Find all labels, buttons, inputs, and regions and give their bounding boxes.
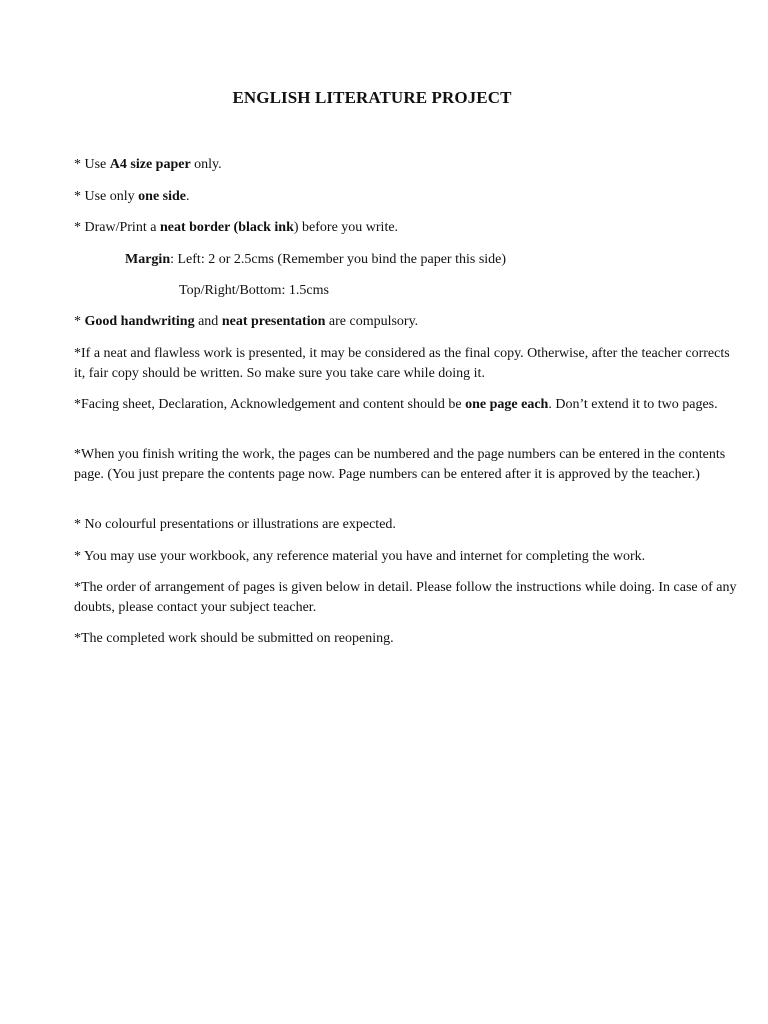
instruction-text: *When you finish writing the work, the pages can be numbered and the page numbers can be entered in the contents page. (You just prepare the contents page now. Page numbers can be entered after it is approved by the teacher.) (74, 447, 726, 482)
instruction-text: *If a neat and flawless work is presented, it may be considered as the final copy. Otherwise, after the teacher corrects it, fair copy should be written. So make sure you take care while doing it. (74, 346, 730, 381)
instruction-emphasis: Good handwriting (84, 314, 195, 329)
instruction-emphasis: neat presentation (221, 314, 326, 329)
instruction-submission (74, 629, 742, 649)
instruction-emphasis: neat border (black ink (159, 220, 294, 235)
instruction-emphasis: A4 size paper (109, 157, 191, 172)
instruction-emphasis: one page each (465, 397, 549, 412)
instruction-text: * You may use your workbook, any reference material you have and internet for completing the work. (74, 549, 646, 564)
instruction-text: ) before you write. (293, 220, 399, 235)
instruction-handwriting (74, 312, 742, 332)
instruction-text: *The order of arrangement of pages is given below in detail. Please follow the instructions while doing. In case of any doubts, please contact your subject teacher. (74, 580, 737, 615)
instruction-text: are compulsory. (325, 314, 419, 329)
instruction-text: : Left: 2 or 2.5cms (Remember you bind the paper this side) (170, 252, 507, 267)
instruction-border (74, 218, 742, 238)
instruction-one-side (74, 187, 742, 207)
instruction-paper-size (74, 155, 742, 175)
instruction-text: * Draw/Print a (74, 220, 160, 235)
instruction-page-numbers (74, 445, 742, 485)
instruction-order (74, 578, 742, 618)
instruction-text: Top/Right/Bottom: 1.5cms (179, 283, 329, 298)
instruction-one-page-each (74, 395, 742, 415)
instruction-margin-other (179, 281, 768, 301)
instruction-text: . (186, 189, 190, 204)
instruction-text: and (194, 314, 222, 329)
instruction-text: * Use only (74, 189, 139, 204)
instruction-text: . Don’t extend it to two pages. (548, 397, 718, 412)
instruction-resources (74, 547, 742, 567)
instruction-text: only. (190, 157, 222, 172)
instruction-text: *The completed work should be submitted on reopening. (74, 631, 394, 646)
instruction-final-copy (74, 344, 742, 384)
instruction-emphasis: one side (138, 189, 187, 204)
instruction-emphasis: Margin (125, 252, 171, 267)
page-title: ENGLISH LITERATURE PROJECT (232, 88, 512, 107)
instruction-text: * No colourful presentations or illustrations are expected. (74, 517, 396, 532)
instruction-text: * (74, 314, 85, 329)
instruction-text: * Use (74, 157, 110, 172)
instruction-margin-left (125, 250, 768, 270)
instruction-no-colour (74, 515, 742, 535)
instruction-text: *Facing sheet, Declaration, Acknowledgement and content should be (74, 397, 466, 412)
